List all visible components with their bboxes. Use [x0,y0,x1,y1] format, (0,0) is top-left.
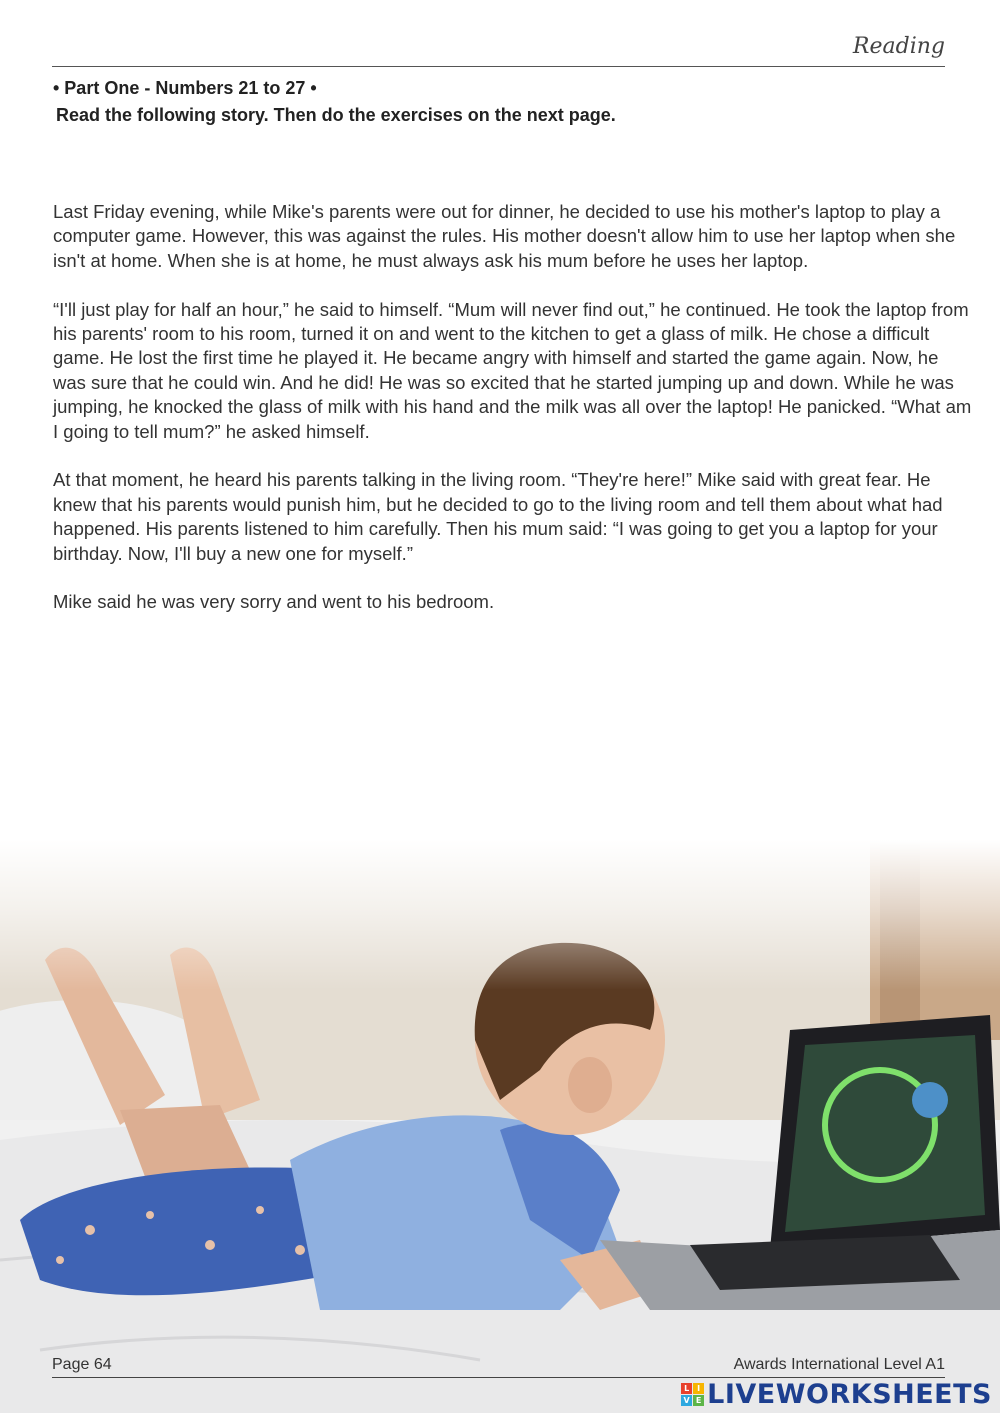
logo-letter: I [693,1383,704,1394]
photo-fade-overlay [0,840,1000,990]
instruction-text: Read the following story. Then do the exercises on the next page. [56,105,616,125]
story-text [53,200,973,639]
logo-text: LIVEWORKSHEETS [707,1379,992,1410]
section-label: Reading [852,34,945,59]
page-number: Page 64 [52,1356,112,1373]
liveworksheets-logo [681,1379,992,1410]
book-title: Awards International Level A1 [733,1356,945,1373]
logo-letter: L [681,1383,692,1394]
part-title: • Part One - Numbers 21 to 27 • [53,78,317,98]
story-paragraph-1: Last Friday evening, while Mike's parents were out for dinner, he decided to use his mother's laptop to play a computer game. However, this was against the rules. His mother doesn't allow him to use her laptop when she isn't at home. When she is at home, he must always ask his mum before he uses her laptop. [53,201,956,271]
logo-letter: V [681,1395,692,1406]
logo-letter: E [693,1395,704,1406]
story-paragraph-3: At that moment, he heard his parents talking in the living room. “They're here!” Mike said with great fear. He knew that his parents would punish him, but he decided to go to the living room and tell them about what had happened. His parents listened to him carefully. Then his mum said: “I was going to get you a laptop for your birthday. Now, I'll buy a new one for myself.” [53,469,943,564]
boy-with-laptop-photo [0,840,1000,1413]
logo-grid-icon [681,1383,704,1406]
story-paragraph-2: “I'll just play for half an hour,” he said to himself. “Mum will never find out,” he continued. He took the laptop from his parents' room to his room, turned it on and went to the kitchen to get a glass of milk. He chose a difficult game. He lost the first time he played it. He became angry with himself and started the game again. Now, he was sure that he could win. And he did! He was so excited that he started jumping up and down. While he was jumping, he knocked the glass of milk with his hand and the milk was all over the laptop! He panicked. “What am I going to tell mum?” he asked himself. [53,298,972,442]
header-divider [52,66,945,67]
footer-divider [52,1377,945,1378]
story-paragraph-4: Mike said he was very sorry and went to his bedroom. [53,591,495,613]
